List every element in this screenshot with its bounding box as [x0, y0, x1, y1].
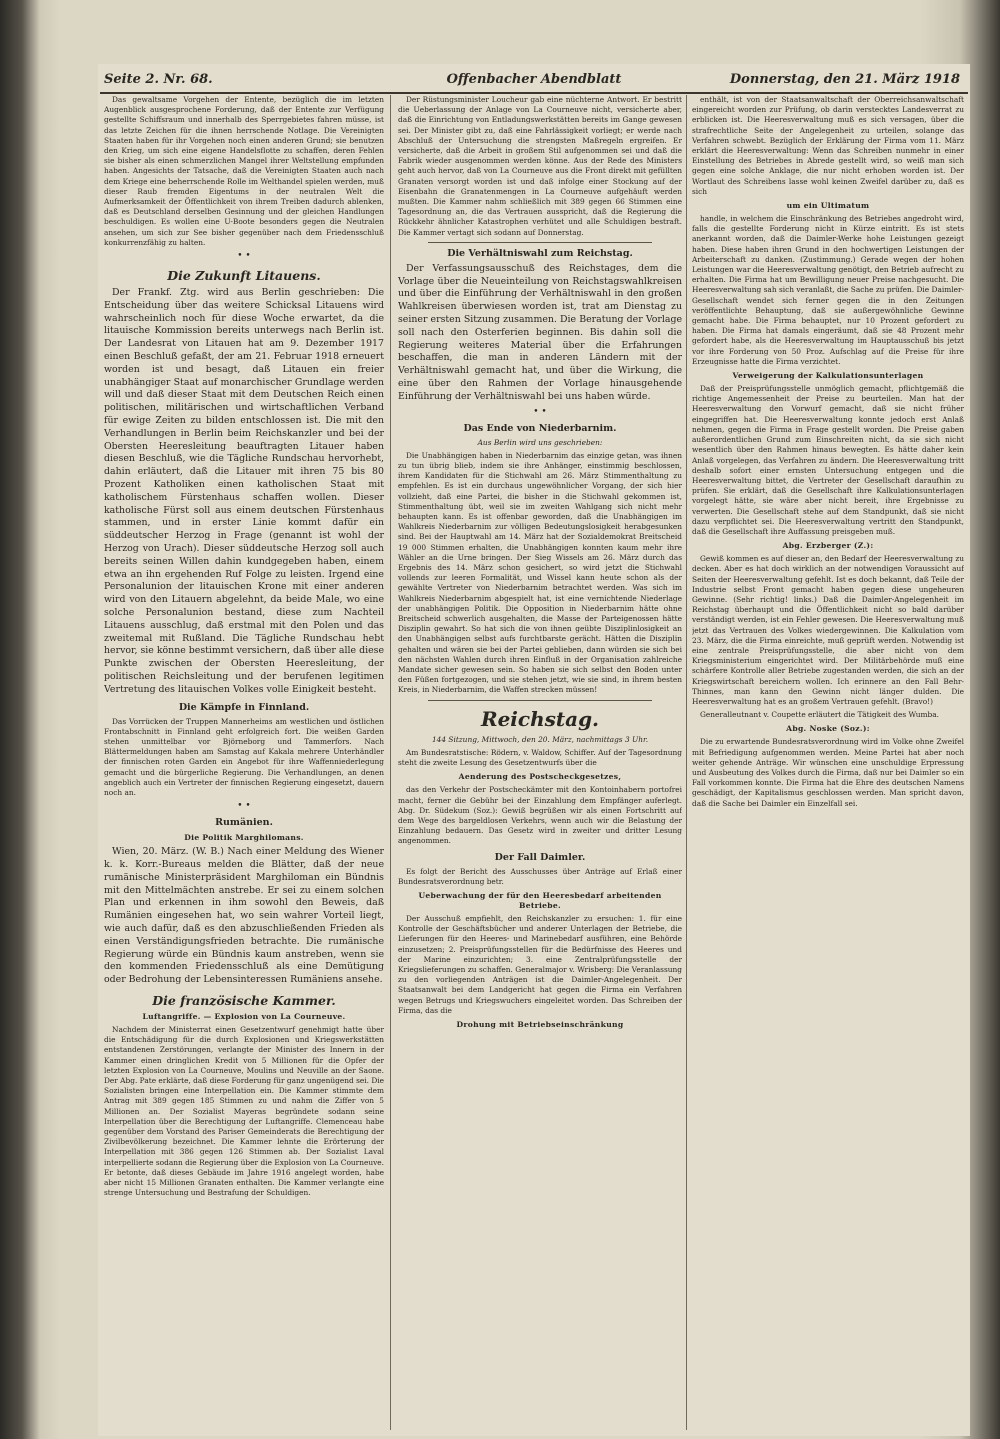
headline-litauen: Die Zukunft Litauens. — [167, 268, 321, 284]
article-text: Nachdem der Ministerrat einen Gesetzentwurf genehmigt hatte über die Entschädigung für die durch Explosionen und Kriegswerkstätten entstandenen Zerstörungen, verlangte der Minister des Innern in der Kammer einen dringlichen Kredit von 5 Millionen für die Opfer der letzten Explosion von La Courneuve, Moulins und Neuville an der Saone. Der Abg. Pate erklärte, daß diese Forderung für ganz ungenügend sei. Die Sozialisten bringen eine Interpellation ein. Die Kammer stimmte dem Antrag mit 389 gegen 185 Stimmen zu und nahm die Ziffer von 5 Millionen an. Der Sozialist Mayeras begründete sodann seine Interpellation über die Berechtigung der Luftangriffe. Clemenceau habe gegenüber dem Vorstand des Pariser Gemeinderats die Berechtigung der Zivilbevölkerung bezeichnet. Die Kammer lehnte die Erörterung der Interpellation mit 386 gegen 126 Stimmen ab. Der Sozialist Laval interpellierte sodann die Regierung über die Explosion von La Courneuve. Er betonte, daß dieses Gebäude im Jahre 1916 angelegt worden, habe aber nicht 15 Millionen Granaten enthalten. Die Kammer verlangte eine strenge Untersuchung und Bestrafung der Schuldigen. — [104, 1024, 384, 1198]
article-text: Der Ausschuß empfiehlt, den Reichskanzler zu ersuchen: 1. für eine Kontrolle der Geschäftsbücher und anderer Unterlagen der Betriebe, die Lieferungen für den Heeres- und Marinebedarf ausführen, eine Behörde einzusetzen; 2. Preisprüfungsstellen für die Bedürfnisse des Heeres und der Marine einzurichten; 3. eine Zentralprüfungsstelle der Kriegslieferungen zu schaffen. Generalmajor v. Wrisberg: Die Veranlassung zu den vorliegenden Anträgen ist die Daimler-Angelegenheit. Der Staatsanwalt bei dem Landgericht hat gegen die Firma ein Verfahren wegen Betrugs und Kriegswuchers eingeleitet worden. Das Schreiben der Firma, das die — [398, 913, 682, 1015]
article-text: Das gewaltsame Vorgehen der Entente, bezüglich die im letzten Augenblick ausgesprochene Forderung, daß der Entente zur Verfügung gestellte Schiffsraum und innerhalb des Sperrgebietes fahren müsse, ist das letzte Zeichen für die ihnen herrschende Notlage. Die Vereinigten Staaten haben für ihr Vorgehen noch einen anderen Grund; sie benutzen den Krieg, um sich eine eigene Handelsflotte zu schaffen, deren Fehlen sie bisher als einen schmerzlichen Mangel ihrer Weltstellung empfunden haben. Angesichts der Tatsache, daß die Vereinigten Staaten auch nach dem Kriege eine beherrschende Rolle im Welthandel spielen werden, muß dieser Raub fremden Eigentums in der neutralen Welt die Aufmerksamkeit der Öffentlichkeit von ihrem Treiben dadurch ablenken, daß es Deutschland derselben Gesinnung und der gleichen Handlungen beschuldigen. Es wollen eine U-Boote besonders gegen die Neutralen ansehen, um sich zur See bisher gegenüber nach dem Friedensschluß konkurrenzfähig zu halten. — [104, 95, 384, 247]
separator: • • — [533, 406, 547, 417]
article-text: Der Rüstungsminister Loucheur gab eine nüchterne Antwort. Er bestritt die Ueberlassung der Anlage von La Courneuve nicht, versicherte aber, daß die Einrichtung von Entladungswerkstätten bereits im Gange gewesen sei. Der Minister gibt zu, daß eine Fahrlässigkeit vorliegt; er werde nach Abschluß der Untersuchung die strengsten Maßregeln ergreifen. Er versicherte, daß die Arbeit in großem Stil aufgenommen sei und daß die Fabrik wieder ausgenommen werden könne. Aus der Rede des Ministers geht auch hervor, daß von La Courneuve aus die Front direkt mit gefüllten Granaten versorgt worden ist und daß infolge einer Stockung auf der Eisenbahn die Granatenmengen in La Courneuve aufgehäuft werden mußten. Die Kammer nahm schließlich mit 389 gegen 66 Stimmen eine Tagesordnung an, die das Vertrauen ausspricht, daß die Regierung die Rückkehr ähnlicher Katastrophen verhütet und alle Schuldigen bestraft. Die Kammer vertagt sich sodann auf Donnerstag. — [398, 95, 682, 237]
article-text: Es folgt der Bericht des Ausschusses über Anträge auf Erlaß einer Bundesratsverordnung betr. — [398, 866, 682, 886]
issue-date: Donnerstag, den 21. März 1918 — [729, 72, 960, 87]
column-right — [692, 95, 964, 1430]
column-rule — [390, 95, 391, 1430]
article-text: Daß der Preisprüfungsstelle unmöglich gemacht, pflichtgemäß die richtige Angemessenheit der Preise zu beurteilen. Man hat der Heeresverwaltung den Vorwurf gemacht, daß sie nicht früher eingegriffen hat. Die Heeresverwaltung konnte jedoch erst Anlaß nehmen, gegen die Firma in Frage gestellt worden. Die Preise gaben außerordentlichen Grund zum Einschreiten nicht, da sie sich nicht wesentlich über den Rahmen hinaus bewegten. Es hätte daher kein Anlaß vorgelegen, das Verfahren zu ändern. Die Heeresverwaltung tritt deshalb sofort einer ernsten Untersuchung entgegen und die Heeresverwaltung bittet, die Vertreter der Gesellschaft daraufhin zu prüfen. Sie erklärt, daß die Gesellschaft ihre Kalkulationsunterlagen vorgelegt hätte, sie wäre aber nicht bereit, ihre Ergebnisse zu verwerten. Die Gesellschaft stehe auf dem Standpunkt, daß sie nicht dazu verpflichtet sei. Die Heeresverwaltung vertritt den Standpunkt, daß die Gesellschaft ihre Auffassung preisgeben muß. — [692, 384, 964, 536]
separator: • • — [237, 251, 251, 262]
headline-rumaenien: Rumänien. — [215, 817, 273, 829]
subheadline-drohung: Drohung mit Betriebseinschränkung — [456, 1019, 624, 1029]
column-left — [104, 95, 384, 1430]
article-text: Gewiß kommen es auf dieser an, den Bedarf der Heeresverwaltung zu decken. Aber es hat doch wirklich an der notwendigen Voraussicht auf Seiten der Heeresverwaltung gefehlt. Ist es doch bekannt, daß Teile der Industrie selbst Front gemacht haben gegen diese ungeheuren Gewinne. (Sehr richtig! links.) Daß die Daimler-Angelegenheit im Reichstag überhaupt und die Öffentlichkeit nicht so bald darüber verständigt werden, ist ein Fehler gewesen. Die Heeresverwaltung muß jetzt das Vertrauen des Volkes wiedergewinnen. Die Kalkulation vom 23. März, die die Firma einreichte, muß geprüft werden. Notwendig ist eine zentrale Preisprüfungsstelle, die aber nicht von dem Kriegsministerium eingerichtet wird. Der Militärbehörde muß eine schärfere Kontrolle aller Betriebe zugestanden werden, die sich an der Kriegswirtschaft bereichern wollen. Ich erinnere an den Fall Behr-Thinnes, man kann den Gewinn nicht länger dulden. Die Heeresverwaltung hat es an großem Vertrauen gefehlt. (Bravo!) — [692, 554, 964, 706]
subheadline-kalkulation: Verweigerung der Kalkulationsunterlagen — [732, 371, 924, 381]
column-rule — [686, 95, 687, 1430]
article-text: handle, in welchem die Einschränkung des Betriebes angedroht wird, falls die gestellte Forderung nicht in Kürze eintritt. Es ist stets anerkannt worden, daß die Daimler-Werke hohe Leistungen gezeigt haben. Diese haben ihren Grund in den hochwertigen Leistungen der Arbeiterschaft zu danken. (Zustimmung.) Gerade wegen der hohen Leistungen war die Heeresverwaltung genötigt, den Betrieb aufrecht zu erhalten. Die Firma hat um Bewilligung neuer Preise nachgesucht. Die Heeresverwaltung sah sich veranlaßt, die Sache zu prüfen. Die Daimler-Gesellschaft wendet sich ferner gegen die in den Zeitungen veröffentlichte Behauptung, daß sie außergewöhnliche Gewinne gemacht habe. Die Firma behauptet, nur 10 Prozent gefordert zu haben. Die Firma hat damals eingeräumt, daß sie 48 Prozent mehr gefordert habe, als die Heeresverwaltung im Hauptausschuß bis jetzt vor ihre Forderung von 50 Proz. Aufschlag auf die Preise für ihre Erzeugnisse hatte die Firma verzichtet. — [692, 214, 964, 366]
column-middle — [398, 95, 682, 1430]
article-text: enthält, ist von der Staatsanwaltschaft der Oberreichsanwaltschaft eingereicht worden zur Prüfung, ob darin verstecktes Landesverrat zu erblicken ist. Die Heeresverwaltung muß es sich versagen, über die strafrechtliche Seite der Angelegenheit zu urteilen, solange das Verfahren schwebt. Bezüglich der Erklärung der Firma vom 11. März erklärt die Heeresverwaltung: Wenn das Schreiben nunmehr in einer Einstellung des Betriebes in Abrede gestellt wird, so weiß man sich gegen eine solche Anklage, die nur nicht erhoben worden ist. Der Wortlaut des Schreibens lasse wohl keinen Zweifel darüber zu, daß es sich — [692, 95, 964, 196]
page-number: Seite 2. Nr. 68. — [104, 72, 213, 87]
headline-verhaeltniswahl: Die Verhältniswahl zum Reichstag. — [447, 247, 633, 259]
headline-niederbarnim: Das Ende von Niederbarnim. — [463, 422, 617, 434]
subheadline-marghiloman: Die Politik Marghilomans. — [184, 833, 304, 843]
page-header — [100, 70, 968, 94]
divider — [428, 700, 652, 701]
masthead-title: Offenbacher Abendblatt — [446, 72, 622, 87]
headline-reichstag: Reichstag. — [480, 706, 600, 731]
article-text: Wien, 20. März. (W. B.) Nach einer Meldung des Wiener k. k. Korr.-Bureaus melden die Blätter, daß der neue rumänische Ministerpräsident Marghiloman ein Bündnis mit den Mittelmächten anstrebe. Er sei zu einem solchen Plan und erkennen in ihm sowohl den Beweis, daß Rumänien eingesehen hat, wo sein wahrer Vorteil liegt, wie auch dafür, daß es den abzuschließenden Frieden als einen Verständigungsfrieden betrachte. Die rumänische Regierung würde ein Bündnis kaum anstreben, wenn sie den kommenden Friedensschluß als eine Demütigung oder Bedrohung der Lebensinteressen Rumäniens ansehe. — [104, 846, 384, 986]
article-text: Der Verfassungsausschuß des Reichstages, dem die Vorlage über die Neueinteilung von Reichstagswahlkreisen und über die Einführung der Verhältniswahl in den großen Wahlkreisen überwiesen worden ist, trat am Dienstag zu seiner ersten Sitzung zusammen. Die Beratung der Vorlage soll nach den Osterferien beginnen. Bis dahin soll die Regierung weiteres Material über die Erfahrungen beschaffen, die man in anderen Ländern mit der Verhältniswahl gemacht hat, und über die Wirkung, die eine über den Rahmen der Vorlage hinausgehende Einführung der Verhältniswahl bei uns haben würde. — [398, 262, 682, 402]
article-text: Der Frankf. Ztg. wird aus Berlin geschrieben: Die Entscheidung über das weitere Schicksal Litauens wird wahrscheinlich noch für diese Woche erwartet, da die litauische Kommission bereits unterwegs nach Berlin ist. Der Landesrat von Litauen hat am 9. Dezember 1917 einen Beschluß gefaßt, der am 21. Februar 1918 erneuert worden ist und besagt, daß Litauen ein freier unabhängiger Staat auf monarchischer Grundlage werden will und daß dieser Staat mit dem Deutschen Reich einen politischen, militärischen und wirtschaftlichen Verband für ewige Zeiten zu bilden entschlossen ist. Die mit den Verhandlungen in Berlin beim Reichskanzler und bei der Obersten Heeresleitung beauftragten Litauer haben diesen Beschluß, wie die Tägliche Rundschau hervorhebt, dahin erläutert, daß die Litauer mit ihren 75 bis 80 Prozent Katholiken einen katholischen Staat mit katholischem Fürstenhaus schaffen wollen. Dieser katholische Fürst soll aus einem deutschen Fürstenhaus stammen, und in erster Linie kommt dafür ein süddeutscher Herzog in Frage (genannt ist wohl der Herzog von Urach). Dieser süddeutsche Herzog soll auch bereits seinen Willen dahin kundgegeben haben, einem etwa an ihn ergehenden Ruf Folge zu leisten. Irgend eine Personalunion der litauischen Krone mit einer anderen wird von den Litauern abgelehnt, da beide Male, wo eine solche Personalunion bestand, diese zum Nachteil Litauens ausschlug, daß erstmal mit den Polen und das zweitemal mit Rußland. Die Tägliche Rundschau hebt hervor, sie könne bestimmt versichern, daß über alle diese Punkte zwischen der Obersten Heeresleitung, der politischen Reichsleitung und der berufenen legitimen Vertretung des litauischen Volkes volle Einigkeit besteht. — [104, 287, 384, 695]
headline-kammer: Die französische Kammer. — [152, 992, 336, 1008]
separator: • • — [237, 801, 251, 812]
divider — [428, 242, 652, 243]
article-text: Am Bundesratstische: Rödern, v. Waldow, Schiffer. Auf der Tagesordnung steht die zweite Lesung des Gesetzentwurfs über die — [398, 747, 682, 768]
article-text: das den Verkehr der Postscheckämter mit den Kontoinhabern portofrei macht, ferner die Gebühr bei der Einzahlung dem Empfänger auferlegt. Abg. Dr. Südekum (Soz.): Gewiß begrüßen wir als einen Fortschritt auf dem Wege des bargeldlosen Verkehrs, wenn auch wir die Belastung der Einzahlung bedauern. Das Gesetz wird in zweiter und dritter Lesung angenommen. — [398, 785, 682, 846]
headline-finnland: Die Kämpfe in Finnland. — [178, 701, 310, 713]
subheadline-ueberwachung: Ueberwachung der für den Heeresbedarf arbeitenden Betriebe. — [418, 890, 662, 910]
headline-daimler: Der Fall Daimler. — [494, 851, 586, 863]
article-text: Das Vorrücken der Truppen Mannerheims am westlichen und östlichen Frontabschnitt in Finnland geht erfolgreich fort. Die weißen Garden stehen unmittelbar vor Björneborg und Tammerfors. Nach Blättermeldungen haben am Samstag auf Kakala mehrere Unterhändler der finnischen roten Garden ein Angebot für ihre Waffenniederlegung gemacht und die bürgerliche Regierung. Die Verhandlungen, an denen angeblich auch ein Vertreter der finnischen Regierung eingesetzt, dauern noch an. — [104, 716, 384, 797]
article-lead: Aus Berlin wird uns geschrieben: — [477, 437, 603, 447]
speaker-noske: Abg. Noske (Soz.): — [786, 724, 870, 734]
article-text: Die zu erwartende Bundesratsverordnung wird im Volke ohne Zweifel mit Befriedigung aufgenommen werden. Meine Partei hat aber noch weiter gehende Anträge. Wir wünschen eine unschuldige Erpressung und Ausbeutung des Volkes durch die Firma, daß nur bei Daimler so ein Fall vorkommen konnte. Die Firma hat die Ehre des deutschen Namens geschädigt, der Kapitalismus geschlossen werden. Man spricht davon, daß die Sache bei Daimler ein Einzelfall sei. — [692, 737, 964, 808]
subheadline-ultimatum: um ein Ultimatum — [786, 201, 870, 211]
subheadline-luftangriffe: Luftangriffe. — Explosion von La Courneuve. — [142, 1011, 346, 1021]
session-line: 144 Sitzung, Mittwoch, den 20. März, nachmittags 3 Uhr. — [431, 734, 649, 744]
subheadline-postscheck: Aenderung des Postscheckgesetzes, — [458, 772, 622, 782]
speaker-erzberger: Abg. Erzberger (Z.): — [782, 541, 874, 551]
article-text: Die Unabhängigen haben in Niederbarnim das einzige getan, was ihnen zu tun übrig blieb, indem sie ihre Anhänger, einstimmig beschlossen, ihrem Kandidaten für die Stichwahl am 26. März Stimmenthaltung zu empfehlen. Es ist ein durchaus ungewöhnlicher Vorgang, der sich hier vollzieht, daß eine Partei, die bisher in die Stichwahl gekommen ist, Stimmenthaltung übt, weil sie im zweiten Wahlgang sich nicht mehr behaupten kann. Es ist offenbar geworden, daß die Unabhängigen im Wahlkreis Niederbarnim zur völligen Bedeutungslosigkeit herabgesunken sind. Bei der Hauptwahl am 14. März hat der Sozialdemokrat Breitscheid 19 000 Stimmen erhalten, die Unabhängigen konnten kaum mehr ihre Wähler an die Urne bringen. Der Sieg Wissels am 26. März durch das Ergebnis des 14. März schon gesichert, so wird jetzt die Stichwahl vollends zur leeren Formalität, und Wissel kann heute schon als der gewählte Vertreter von Niederbarnim betrachtet werden. Was sich im Wahlkreis Niederbarnim abgespielt hat, ist eine vernichtende Niederlage der unabhängigen Politik. Die Opposition in Niederbarnim hätte ohne Breitscheid schwerlich ausgehalten, die Masse der Parteigenossen hätte Disziplin gewahrt. So hat sich die von ihnen geübte Disziplinlosigkeit an den Unabhängigen selbst aufs furchtbarste gerächt. Hätten die Disziplin gehalten und wären sie bei der Partei geblieben, dann würden sie sich bei den nächsten Wahlen durch ihren Einfluß in der Organisation zahlreiche Mandate sicher gewesen sein. So haben sie sich selbst den Boden unter den Füßen fortgezogen, und sie stehen jetzt, wie sie sind, in ihrem besten Kreis, in Niederbarnim, die Waffen strecken müssen! — [398, 450, 682, 695]
article-text: Generalleutnant v. Coupette erläutert die Tätigkeit des Wumba. — [700, 710, 940, 720]
